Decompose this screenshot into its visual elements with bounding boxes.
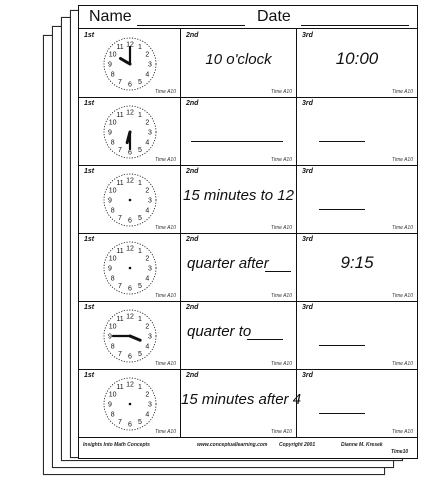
clock-numeral: 7 (118, 214, 122, 222)
clock-numeral: 9 (108, 197, 112, 205)
clock-numeral: 12 (126, 109, 134, 117)
name-line[interactable] (137, 25, 245, 26)
clock-numeral: 5 (138, 78, 142, 86)
answer-blank-third[interactable] (319, 345, 365, 346)
col-tag-third: 3rd (302, 32, 313, 39)
clock-numeral: 1 (138, 112, 142, 120)
card-code: Time A10 (391, 157, 413, 163)
cell-second (181, 233, 297, 301)
cell-first (79, 29, 181, 97)
col-tag-first: 1st (84, 168, 95, 175)
clock-numeral: 5 (138, 214, 142, 222)
footer-publisher: Insights Into Math Concepts (83, 442, 150, 448)
col-tag-second: 2nd (186, 304, 199, 311)
prompt-text-second: 15 minutes after 4 (181, 391, 302, 408)
clock-numeral: 12 (126, 313, 134, 321)
clock-face-3 (99, 169, 161, 231)
answer-blank-inline[interactable] (247, 339, 283, 340)
clock-numeral: 10 (108, 119, 117, 127)
clock-numeral: 3 (148, 197, 152, 205)
clock-numeral: 2 (145, 323, 150, 331)
prompt-text-second: 10 o'clock (205, 51, 272, 68)
col-tag-first: 1st (84, 372, 95, 379)
clock-numeral: 4 (145, 411, 150, 419)
clock-numeral: 8 (110, 207, 115, 215)
clock-face-2 (99, 101, 161, 163)
worksheet-row (79, 301, 417, 370)
card-code: Time A10 (270, 157, 292, 163)
col-tag-second: 2nd (186, 168, 199, 175)
clock-numeral: 4 (145, 343, 150, 351)
col-tag-second: 2nd (186, 236, 199, 243)
worksheet-row (79, 233, 417, 302)
prompt-text-second: 15 minutes to 12 (183, 187, 294, 204)
clock-numeral: 7 (118, 146, 122, 154)
card-code: Time A10 (270, 429, 292, 435)
clock-numeral: 5 (138, 418, 142, 426)
clock-numeral: 3 (148, 333, 152, 341)
card-code: Time A10 (154, 225, 176, 231)
name-label: Name (89, 8, 132, 25)
cell-first (79, 165, 181, 233)
clock-face-4 (99, 237, 161, 299)
date-line[interactable] (301, 25, 409, 26)
clock-numeral: 2 (145, 119, 150, 127)
cell-third (297, 29, 417, 97)
clock-numeral: 1 (138, 316, 142, 324)
card-code: Time A10 (154, 429, 176, 435)
clock-numeral: 7 (118, 78, 122, 86)
col-tag-first: 1st (84, 32, 95, 39)
clock-numeral: 1 (138, 248, 142, 256)
footer-code: Time10 (391, 449, 409, 455)
card-code: Time A10 (270, 89, 292, 95)
prompt-words: quarter after (187, 255, 269, 272)
card-code: Time A10 (270, 225, 292, 231)
clock-numeral: 6 (128, 217, 132, 225)
clock-numeral: 11 (116, 180, 124, 188)
clock-numeral: 9 (108, 401, 112, 409)
clock-numeral: 11 (116, 44, 124, 52)
cell-second (181, 29, 297, 97)
prompt-text-third: 9:15 (340, 253, 374, 272)
cell-first (79, 233, 181, 301)
card-code: Time A10 (391, 429, 413, 435)
card-code: Time A10 (391, 293, 413, 299)
cell-third (297, 165, 417, 233)
cell-first (79, 97, 181, 165)
prompt-text-second (187, 323, 296, 340)
col-tag-first: 1st (84, 236, 95, 243)
clock-face-5 (99, 305, 161, 367)
cell-third (297, 233, 417, 301)
clock-center (129, 403, 132, 406)
clock-numeral: 10 (108, 51, 117, 59)
cell-second (181, 301, 297, 369)
clock-numeral: 5 (138, 350, 142, 358)
clock-numeral: 11 (116, 316, 124, 324)
clock-numeral: 6 (128, 353, 132, 361)
clock-numeral: 9 (108, 265, 112, 273)
footer-copyright: Copyright 2001 (279, 442, 316, 448)
clock-numeral: 8 (110, 139, 115, 147)
col-tag-third: 3rd (302, 372, 313, 379)
card-code: Time A10 (270, 293, 292, 299)
clock-numeral: 9 (108, 61, 112, 69)
clock-numeral: 2 (145, 51, 150, 59)
cell-second (181, 369, 302, 437)
prompt-text-third: 10:00 (335, 49, 379, 68)
cell-second (181, 165, 297, 233)
clock-numeral: 9 (108, 333, 112, 341)
clock-numeral: 6 (128, 149, 132, 157)
prompt-text-second (187, 255, 296, 272)
clock-center (129, 267, 132, 270)
clock-numeral: 7 (118, 418, 122, 426)
clock-center (129, 199, 132, 202)
clock-numeral: 5 (138, 146, 142, 154)
page-footer (79, 439, 417, 457)
clock-numeral: 3 (148, 61, 152, 69)
footer-site: www.conceptuallearning.com (197, 442, 268, 448)
clock-numeral: 4 (145, 275, 150, 283)
card-code: Time A10 (154, 361, 176, 367)
clock-numeral: 4 (145, 71, 150, 79)
clock-numeral: 10 (108, 323, 117, 331)
clock-numeral: 8 (110, 411, 115, 419)
clock-numeral: 5 (138, 282, 142, 290)
card-code: Time A10 (391, 89, 413, 95)
clock-numeral: 12 (126, 41, 134, 49)
name-date-header (79, 6, 417, 28)
card-code: Time A10 (391, 361, 413, 367)
clock-numeral: 12 (126, 381, 134, 389)
clock-numeral: 1 (138, 384, 142, 392)
cell-second (181, 97, 297, 165)
col-tag-third: 3rd (302, 304, 313, 311)
clock-numeral: 11 (116, 384, 124, 392)
clock-numeral: 7 (118, 282, 122, 290)
clock-numeral: 10 (108, 255, 117, 263)
worksheet-page (78, 5, 418, 459)
clock-numeral: 9 (108, 129, 112, 137)
cell-first (79, 369, 181, 437)
clock-face-1 (99, 33, 161, 95)
cell-third (297, 369, 417, 437)
col-tag-third: 3rd (302, 168, 313, 175)
answer-blank-second[interactable] (191, 141, 283, 142)
card-code: Time A10 (154, 157, 176, 163)
card-code: Time A10 (270, 361, 292, 367)
col-tag-third: 3rd (302, 236, 313, 243)
worksheet-grid (79, 28, 417, 439)
worksheet-row (79, 165, 417, 234)
answer-blank-inline[interactable] (265, 271, 291, 272)
footer-author: Dianne M. Kresek (341, 442, 383, 448)
clock-numeral: 11 (116, 248, 124, 256)
col-tag-second: 2nd (186, 100, 199, 107)
cell-third (297, 97, 417, 165)
clock-numeral: 3 (148, 129, 152, 137)
clock-numeral: 6 (128, 81, 132, 89)
clock-numeral: 7 (118, 350, 122, 358)
prompt-words: quarter to (187, 323, 252, 340)
clock-numeral: 2 (145, 255, 150, 263)
clock-numeral: 2 (145, 391, 150, 399)
worksheet-row (79, 369, 417, 438)
answer-blank-third[interactable] (319, 209, 365, 210)
clock-numeral: 1 (138, 180, 142, 188)
clock-numeral: 8 (110, 275, 115, 283)
col-tag-third: 3rd (302, 100, 313, 107)
clock-numeral: 8 (110, 343, 115, 351)
clock-numeral: 12 (126, 177, 134, 185)
clock-numeral: 12 (126, 245, 134, 253)
clock-numeral: 3 (148, 401, 152, 409)
clock-numeral: 11 (116, 112, 124, 120)
col-tag-first: 1st (84, 100, 95, 107)
cell-third (297, 301, 417, 369)
clock-numeral: 3 (148, 265, 152, 273)
date-label: Date (257, 8, 291, 25)
answer-blank-third[interactable] (319, 141, 365, 142)
col-tag-second: 2nd (186, 372, 199, 379)
worksheet-row (79, 29, 417, 98)
clock-numeral: 10 (108, 187, 117, 195)
clock-numeral: 4 (145, 139, 150, 147)
answer-blank-third[interactable] (319, 413, 365, 414)
cell-first (79, 301, 181, 369)
clock-numeral: 10 (108, 391, 117, 399)
card-code: Time A10 (154, 89, 176, 95)
col-tag-first: 1st (84, 304, 95, 311)
clock-numeral: 1 (138, 44, 142, 52)
clock-numeral: 2 (145, 187, 150, 195)
worksheet-row (79, 97, 417, 166)
clock-numeral: 8 (110, 71, 115, 79)
clock-numeral: 6 (128, 285, 132, 293)
card-code: Time A10 (391, 225, 413, 231)
col-tag-second: 2nd (186, 32, 199, 39)
clock-numeral: 4 (145, 207, 150, 215)
card-code: Time A10 (154, 293, 176, 299)
clock-face-6 (99, 373, 161, 435)
clock-numeral: 6 (128, 421, 132, 429)
